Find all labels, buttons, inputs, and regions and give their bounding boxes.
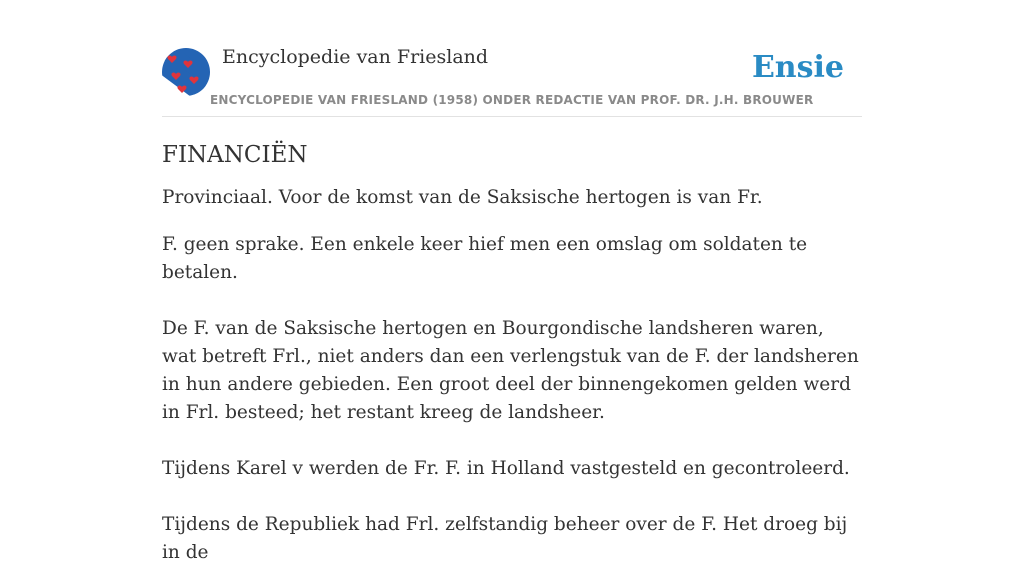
article-paragraph: Tijdens Karel v werden de Fr. F. in Holland vastgesteld en gecontroleerd. bbox=[162, 458, 850, 479]
ensie-brand-logo[interactable]: Ensie bbox=[751, 50, 844, 85]
site-title[interactable]: Encyclopedie van Friesland bbox=[222, 46, 489, 68]
site-header bbox=[162, 44, 862, 117]
site-subtitle: ENCYCLOPEDIE VAN FRIESLAND (1958) ONDER REDACTIE VAN PROF. DR. J.H. BROUWER bbox=[210, 93, 814, 107]
article-content bbox=[162, 140, 862, 586]
article-paragraph: F. geen sprake. Een enkele keer hief men een omslag om soldaten te betalen. bbox=[162, 234, 808, 283]
article-paragraph: Provinciaal. Voor de komst van de Saksische hertogen is van Fr. bbox=[162, 187, 763, 208]
article-paragraph: De F. van de Saksische hertogen en Bourgondische landsheren waren, wat betreft Frl., niet anders dan een verlengstuk van de F. der landsheren in hun andere gebieden. Een groot deel der binnengekomen gelden werd in Frl. besteed; het restant kreeg de landsheer. bbox=[162, 318, 859, 423]
article-title: FINANCIËN bbox=[162, 142, 308, 168]
article-paragraph: Tijdens de Republiek had Frl. zelfstandig beheer over de F. Het droeg bij in de bbox=[162, 514, 848, 563]
frisian-flag-icon[interactable] bbox=[162, 48, 210, 96]
